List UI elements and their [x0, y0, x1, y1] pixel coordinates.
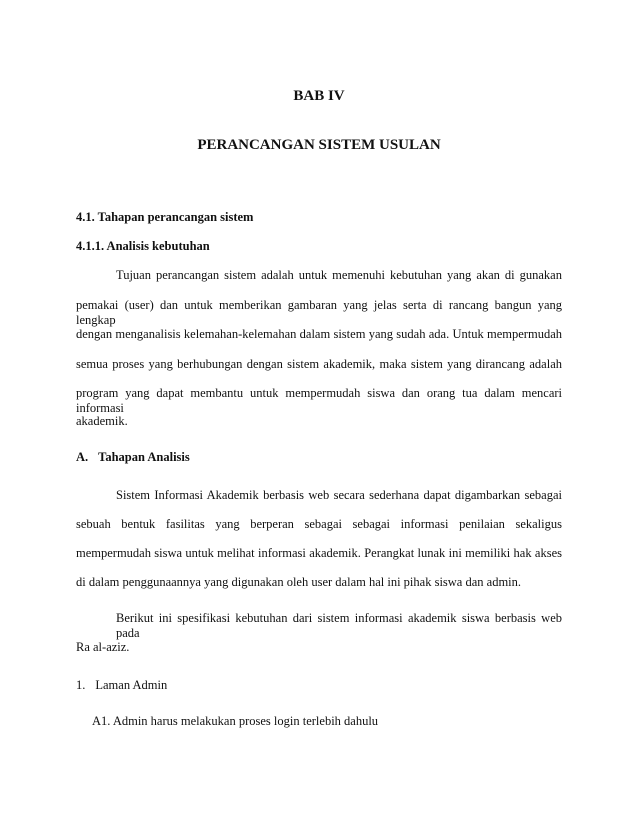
chapter-title: BAB IV	[293, 88, 345, 104]
paragraph2-line: mempermudah siswa untuk melihat informasi akademik. Perangkat lunak ini memiliki hak akses	[76, 546, 562, 560]
chapter-subtitle: PERANCANGAN SISTEM USULAN	[197, 137, 441, 153]
paragraph2-line: Sistem Informasi Akademik berbasis web secara sederhana dapat digambarkan sebagai	[116, 488, 562, 502]
paragraph3-line: Ra al-aziz.	[76, 640, 130, 654]
section-a-number: A.	[76, 450, 89, 464]
section-heading-a	[76, 450, 190, 465]
paragraph2-line: sebuah bentuk fasilitas yang berperan sebagai sebagai informasi penilaian sekaligus	[76, 517, 562, 531]
sub-item-a1: A1. Admin harus melakukan proses login terlebih dahulu	[92, 714, 379, 728]
paragraph1-line: akademik.	[76, 414, 128, 428]
list-item-laman-admin	[76, 678, 167, 693]
paragraph3-line: Berikut ini spesifikasi kebutuhan dari sistem informasi akademik siswa berbasis web pada	[116, 611, 562, 640]
paragraph2-line: di dalam penggunaannya yang digunakan oleh user dalam hal ini pihak siswa dan admin.	[76, 575, 522, 589]
section-a-label: Tahapan Analisis	[98, 450, 190, 464]
paragraph1-line: dengan menganalisis kelemahan-kelemahan dalam sistem yang sudah ada. Untuk mempermudah	[76, 327, 562, 341]
paragraph1-line: semua proses yang berhubungan dengan sistem akademik, maka sistem yang dirancang adalah	[76, 357, 562, 371]
paragraph1-line: Tujuan perancangan sistem adalah untuk memenuhi kebutuhan yang akan di gunakan	[116, 268, 562, 282]
list-item-label: Laman Admin	[95, 678, 168, 692]
section-heading-4-1: 4.1. Tahapan perancangan sistem	[76, 210, 254, 224]
list-item-number: 1.	[76, 678, 86, 692]
section-heading-4-1-1: 4.1.1. Analisis kebutuhan	[76, 239, 210, 253]
paragraph1-line: pemakai (user) dan untuk memberikan gambaran yang jelas serta di rancang bangun yang lengkap	[76, 298, 562, 327]
paragraph1-line: program yang dapat membantu untuk mempermudah siswa dan orang tua dalam mencari informasi	[76, 386, 562, 415]
